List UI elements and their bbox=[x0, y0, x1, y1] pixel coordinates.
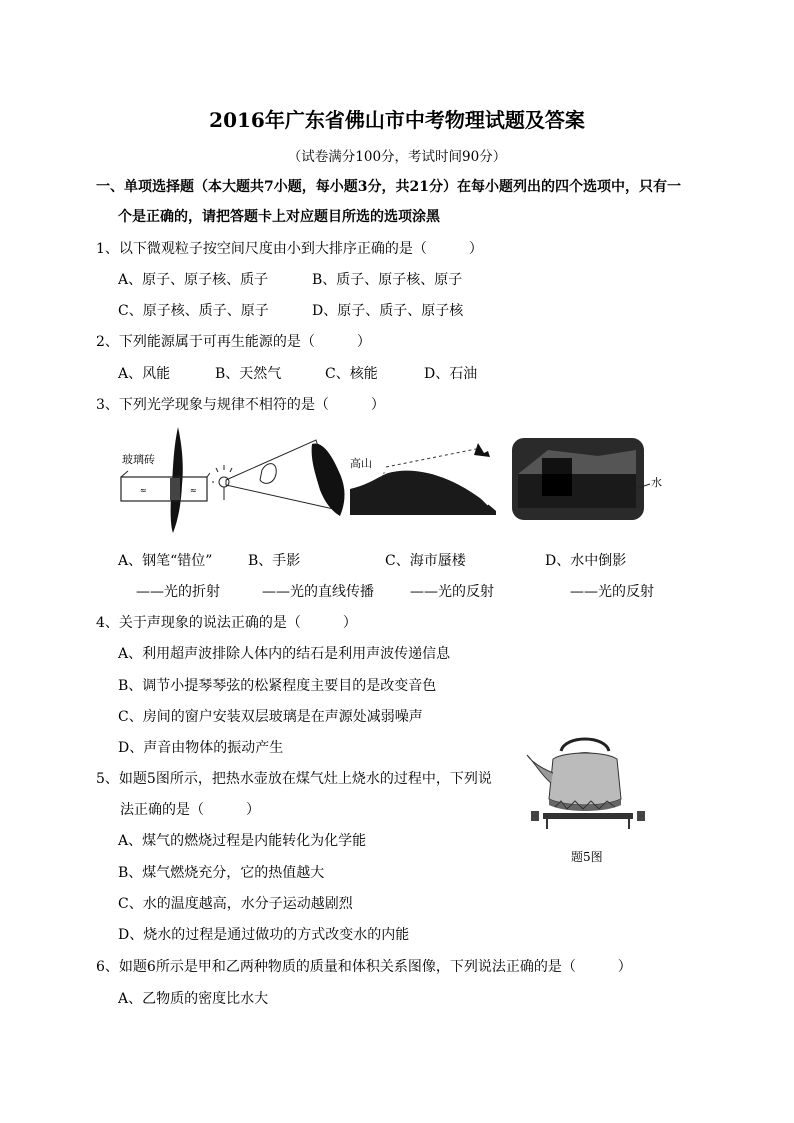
question-2-option-a: A、风能 bbox=[118, 366, 171, 382]
pen-refraction-figure bbox=[118, 425, 210, 535]
page-subtitle: （试卷满分100分，考试时间90分） bbox=[287, 149, 507, 165]
question-5-option-d: D、烧水的过程是通过做功的方式改变水的内能 bbox=[118, 927, 410, 943]
water-label: 水 bbox=[651, 476, 662, 489]
question-5-option-a: A、煤气的燃烧过程是内能转化为化学能 bbox=[118, 833, 367, 849]
mountain-label: 高山 bbox=[350, 457, 372, 470]
question-3-option-a-law: ——光的折射 bbox=[136, 584, 220, 600]
question-1-option-c: C、原子核、质子、原子 bbox=[118, 303, 269, 319]
figure-5-caption: 题5图 bbox=[571, 850, 603, 864]
question-3-option-d-law: ——光的反射 bbox=[570, 584, 654, 600]
question-3-option-b: B、手影 bbox=[248, 553, 301, 569]
question-6-stem: 6、如题6所示是甲和乙两种物质的质量和体积关系图像，下列说法正确的是（ ） bbox=[96, 959, 632, 975]
question-2-option-c: C、核能 bbox=[325, 366, 378, 382]
question-4-option-c: C、房间的窗户安装双层玻璃是在声源处减弱噪声 bbox=[118, 709, 423, 725]
question-1-option-b: B、质子、原子核、原子 bbox=[312, 272, 463, 288]
question-2-stem: 2、下列能源属于可再生能源的是（ ） bbox=[96, 334, 371, 350]
mirage-figure bbox=[348, 437, 498, 523]
question-4-option-a: A、利用超声波排除人体内的结石是利用声波传递信息 bbox=[118, 646, 451, 662]
question-3-option-c-law: ——光的反射 bbox=[410, 584, 494, 600]
question-4-option-b: B、调节小提琴琴弦的松紧程度主要目的是改变音色 bbox=[118, 678, 437, 694]
svg-text:≈: ≈ bbox=[190, 486, 197, 495]
glass-brick-label: 玻璃砖 bbox=[122, 453, 155, 466]
question-5-option-c: C、水的温度越高，水分子运动越剧烈 bbox=[118, 896, 353, 912]
question-6-option-a: A、乙物质的密度比水大 bbox=[118, 991, 269, 1007]
question-2-option-b: B、天然气 bbox=[215, 366, 282, 382]
question-3-option-a: A、钢笔“错位” bbox=[118, 553, 213, 569]
question-5-stem-line1: 5、如题5图所示，把热水壶放在煤气灶上烧水的过程中，下列说 bbox=[96, 771, 492, 787]
question-4-option-d: D、声音由物体的振动产生 bbox=[118, 740, 284, 756]
question-3-option-d: D、水中倒影 bbox=[545, 553, 627, 569]
question-1-option-d: D、原子、质子、原子核 bbox=[312, 303, 464, 319]
hand-shadow-figure bbox=[212, 430, 362, 520]
svg-text:≈: ≈ bbox=[140, 486, 147, 495]
question-4-stem: 4、关于声现象的说法正确的是（ ） bbox=[96, 615, 357, 631]
question-3-stem: 3、下列光学现象与规律不相符的是（ ） bbox=[96, 397, 385, 413]
question-1-option-a: A、原子、原子核、质子 bbox=[118, 272, 269, 288]
question-3-option-c: C、海市蜃楼 bbox=[385, 553, 466, 569]
section-heading-line1: 一、单项选择题（本大题共7小题，每小题3分，共21分）在每小题列出的四个选项中，只有一 bbox=[96, 179, 681, 195]
kettle-stove-figure bbox=[525, 733, 655, 831]
water-reflection-figure bbox=[508, 436, 668, 522]
question-2-option-d: D、石油 bbox=[424, 366, 478, 382]
section-heading-line2: 个是正确的，请把答题卡上对应题目所选的选项涂黑 bbox=[118, 209, 440, 225]
question-5-stem-line2: 法正确的是（ ） bbox=[120, 802, 260, 818]
question-3-option-b-law: ——光的直线传播 bbox=[262, 584, 374, 600]
page-title: 2016年广东省佛山市中考物理试题及答案 bbox=[209, 108, 585, 132]
question-1-stem: 1、以下微观粒子按空间尺度由小到大排序正确的是（ ） bbox=[96, 241, 483, 257]
question-5-option-b: B、煤气燃烧充分，它的热值越大 bbox=[118, 865, 325, 881]
